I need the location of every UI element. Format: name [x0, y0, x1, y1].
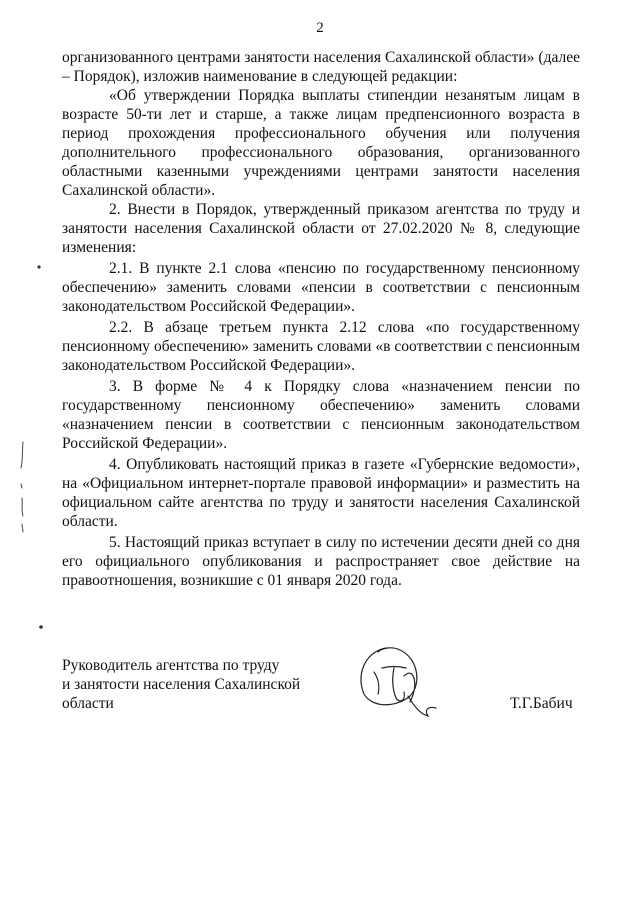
paragraph-item-2: 2. Внести в Порядок, утвержденный приказом агентства по труду и занятости населения Сахалинской области от 27.02.2020 № 8, следующие изменения: — [62, 201, 580, 256]
page-number: 2 — [316, 20, 324, 36]
margin-dot-mark — [36, 264, 42, 270]
signatory-position-line: области — [62, 695, 114, 712]
signatory-name: Т.Г.Бабич — [510, 695, 573, 712]
paragraph-quoted-title: «Об утверждении Порядка выплаты стипендии незанятым лицам в возрасте 50-ти лет и старше, а также лицам предпенсионного возраста в период прохождения профессионального обучения или получения дополнительного профессионального образования, организованного областными казенными учреждениями центрами занятости населения Сахалинской области». — [62, 87, 580, 199]
margin-dot-mark — [38, 624, 44, 630]
margin-stroke-mark — [14, 440, 30, 536]
handwritten-signature — [352, 642, 442, 724]
paragraph-item-5: 5. Настоящий приказ вступает в силу по истечении десяти дней со дня его официального опубликования и распространяет свое действие на правоотношения, возникшие с 01 января 2020 года. — [62, 534, 580, 589]
signatory-position — [62, 656, 300, 713]
signatory-position-line: Руководитель агентства по труду — [62, 657, 280, 674]
paragraph-item-2-1: 2.1. В пункте 2.1 слова «пенсию по государственному пенсионному обеспечению» заменить словами «пенсии в соответствии с пенсионным законодательством Российской Федерации». — [62, 260, 580, 315]
paragraph-item-3: 3. В форме № 4 к Порядку слова «назначением пенсии по государственному пенсионному обеспечению» заменить словами «назначением пенсии в соответствии с пенсионным законодательством Российской Федерации». — [62, 378, 580, 452]
paragraph-continuation: организованного центрами занятости населения Сахалинской области» (далее – Порядок), изложив наименование в следующей редакции: — [62, 49, 580, 85]
document-body — [62, 48, 580, 590]
paragraph-item-2-2: 2.2. В абзаце третьем пункта 2.12 слова «по государственному пенсионному обеспечению» заменить словами «в соответствии с пенсионным законодательством Российской Федерации». — [62, 319, 580, 374]
paragraph-item-4: 4. Опубликовать настоящий приказ в газете «Губернские ведомости», на «Официальном интернет-портале правовой информации» и разместить на официальном сайте агентства по труду и занятости населения Сахалинской области. — [62, 456, 580, 530]
signatory-position-line: и занятости населения Сахалинской — [62, 676, 301, 693]
